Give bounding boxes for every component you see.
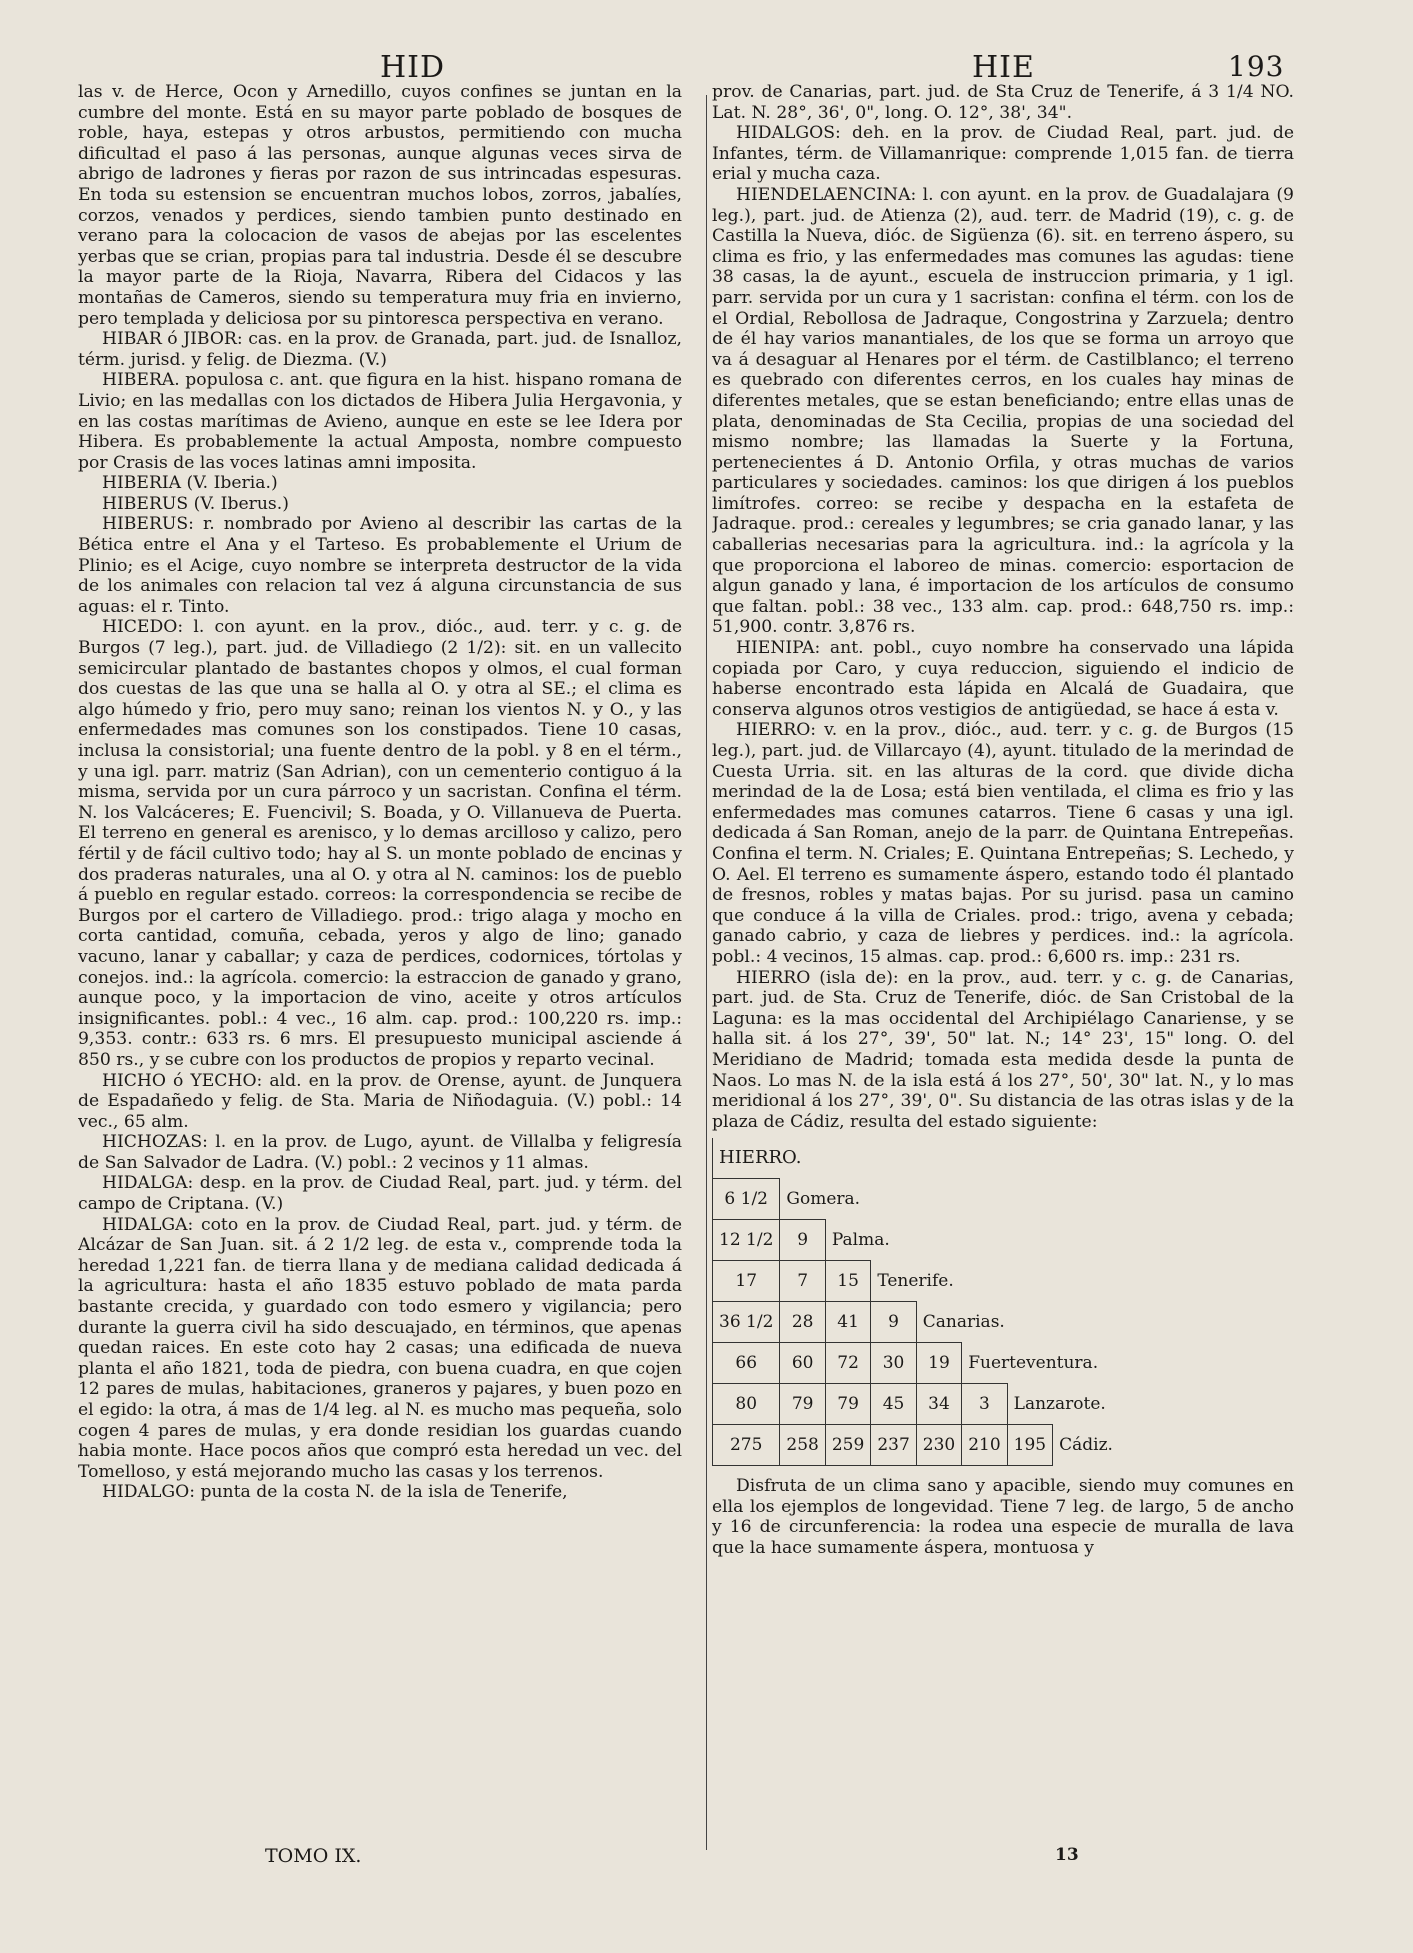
right-column xyxy=(712,82,1294,1852)
left-entry: HIBERA. populosa c. ant. que figura en la hist. hispano romana de Livio; en las medallas con los dictados de Hibera Julia Hergavonia, y en las costas marítimas de Avieno, aunque en este se lee Idera por Hibera. Es probablemente la actual Amposta, nombre compuesto por Crasis de las voces latinas amni imposita. xyxy=(78,370,682,473)
distance-cell: 41 xyxy=(825,1302,870,1343)
distance-cell: 275 xyxy=(713,1425,780,1466)
table-row xyxy=(713,1425,1119,1466)
column-divider xyxy=(706,95,707,1850)
left-entry: HIDALGA: desp. en la prov. de Ciudad Real, part. jud. y térm. del campo de Criptana. (V.) xyxy=(78,1173,682,1215)
distance-cell: 36 1/2 xyxy=(713,1302,780,1343)
island-name: Fuerteventura. xyxy=(962,1343,1119,1384)
distance-cell: 3 xyxy=(962,1384,1007,1425)
table-row xyxy=(713,1261,1119,1302)
distance-cell: 7 xyxy=(780,1261,825,1302)
distance-cell: 195 xyxy=(1007,1425,1052,1466)
island-name: Tenerife. xyxy=(871,1261,1119,1302)
distance-cell: 28 xyxy=(780,1302,825,1343)
table-row xyxy=(713,1343,1119,1384)
page-number: 193 xyxy=(1228,50,1285,83)
distance-cell: 45 xyxy=(871,1384,916,1425)
distance-cell: 80 xyxy=(713,1384,780,1425)
distance-cell: 259 xyxy=(825,1425,870,1466)
island-name: Cádiz. xyxy=(1053,1425,1119,1466)
volume-label: TOMO IX. xyxy=(265,1845,362,1867)
left-entry: HIDALGO: punta de la costa N. de la isla de Tenerife, xyxy=(102,1482,568,1503)
left-entry: HIBERUS (V. Iberus.) xyxy=(102,493,289,514)
signature-mark: 13 xyxy=(1055,1845,1079,1865)
distance-cell: 230 xyxy=(916,1425,961,1466)
distance-cell: 210 xyxy=(962,1425,1007,1466)
distance-cell: 12 1/2 xyxy=(713,1220,780,1261)
distance-cell: 17 xyxy=(713,1261,780,1302)
right-entry: HIENIPA: ant. pobl., cuyo nombre ha conservado una lápida copiada por Caro, y cuya reduccion, siguiendo el indicio de haberse encontrado esta lápida en Alcalá de Guadaira, que conserva algunos otros vestigios de antigüedad, se hace á esta v. xyxy=(712,638,1294,720)
left-entry: HIBERUS: r. nombrado por Avieno al describir las cartas de la Bética entre el Ana y el Tarteso. Es probablemente el Urium de Plinio; es el Acige, cuyo nombre se interpreta destructor de la vida de los animales con relacion tal vez á alguna circunstancia de sus aguas: el r. Tinto. xyxy=(78,514,682,617)
left-column xyxy=(78,82,682,1837)
right-entry: HIDALGOS: deh. en la prov. de Ciudad Real, part. jud. de Infantes, térm. de Villamanrique: comprende 1,015 fan. de tierra erial y mucha caza. xyxy=(712,123,1294,185)
left-entry: HICHO ó YECHO: ald. en la prov. de Orense, ayunt. de Junquera de Espadañedo y felig. de Sta. Maria de Niñodaguia. (V.) pobl.: 14 vec., 65 alm. xyxy=(78,1070,682,1132)
left-entry: HICEDO: l. con ayunt. en la prov., dióc., aud. terr. y c. g. de Burgos (7 leg.), part. jud. de Villadiego (2 1/2): sit. en un vallecito semicircular plantado de bastantes chopos y olmos, el cual forman dos cuestas de las que una se halla al O. y otra al SE.; el clima es algo húmedo y frio, pero muy sano; reinan los vientos N. y O., y las enfermedades mas comunes son los constipados. Tiene 10 casas, inclusa la consistorial; una fuente dentro de la pobl. y 8 en el térm., y una igl. parr. matriz (San Adrian), con un cementerio contiguo á la misma, servida por un cura párroco y un sacristan. Confina el térm. N. los Valcáceres; E. Fuencivil; S. Boada, y O. Villanueva de Puerta. El terreno en general es arenisco, y lo demas arcilloso y calizo, pero fértil y de fácil cultivo todo; hay al S. un monte poblado de encinas y dos praderas naturales, una al O. y otra al N. caminos: los de pueblo á pueblo en regular estado. correos: la correspondencia se recibe de Burgos por el cartero de Villadiego. prod.: trigo alaga y mocho en corta cantidad, comuña, cebada, yeros y algo de lino; ganado vacuno, lanar y caballar; y caza de perdices, codornices, tórtolas y conejos. ind.: la agrícola. comercio: la estraccion de ganado y grano, aunque poco, y la importacion de vino, aceite y otros artículos insignificantes. pobl.: 4 vec., 16 alm. cap. prod.: 100,220 rs. imp.: 9,353. contr.: 633 rs. 6 mrs. El presupuesto municipal asciende á 850 rs., y se cubre con los productos de propios y reparto vecinal. xyxy=(78,617,682,1070)
distance-cell: 15 xyxy=(825,1261,870,1302)
table-title: HIERRO. xyxy=(713,1138,1119,1179)
distance-table xyxy=(712,1138,1119,1466)
right-entry: HIERRO: v. en la prov., dióc., aud. terr. y c. g. de Burgos (15 leg.), part. jud. de Villarcayo (4), ayunt. titulado de la merindad de Cuesta Urria. sit. en las alturas de la cord. que divide dicha merindad de la de Losa; está bien ventilada, el clima es frio y las enfermedades mas comunes catarros. Tiene 6 casas y una igl. dedicada á San Roman, anejo de la parr. de Quintana Entrepeñas. Confina el term. N. Criales; E. Quintana Entrepeñas; S. Lechedo, y O. Ael. El terreno es sumamente áspero, estando todo él plantado de fresnos, robles y matas bajas. Por su jurisd. pasa un camino que conduce á la villa de Criales. prod.: trigo, avena y cebada; ganado cabrio, y caza de liebres y perdices. ind.: la agrícola. pobl.: 4 vecinos, 15 almas. cap. prod.: 6,600 rs. imp.: 231 rs. xyxy=(712,720,1294,967)
left-entry: las v. de Herce, Ocon y Arnedillo, cuyos confines se juntan en la cumbre del monte. Está en su mayor parte poblado de bosques de roble, haya, estepas y otros arbustos, permitiendo con mucha dificultad el paso á las personas, aunque algunas veces sirva de abrigo de ladrones y fieras por razon de sus intrincadas espesuras. En toda su estension se encuentran muchos lobos, zorros, jabalíes, corzos, venados y perdices, siendo tambien punto destinado en verano para la colocacion de vasos de abejas por las escelentes yerbas que se crian, propias para tal industria. Desde él se descubre la mayor parte de la Rioja, Navarra, Ribera del Cidacos y las montañas de Cameros, siendo su temperatura muy fria en invierno, pero templada y deliciosa por su pintoresca perspectiva en verano. xyxy=(78,82,682,329)
right-entry: HIENDELAENCINA: l. con ayunt. en la prov. de Guadalajara (9 leg.), part. jud. de Atienza (2), aud. terr. de Madrid (19), c. g. de Castilla la Nueva, dióc. de Sigüenza (6). sit. en terreno áspero, su clima es frio, y las enfermedades mas comunes las agudas: tiene 38 casas, la de ayunt., escuela de instruccion primaria, y 1 igl. parr. servida por un cura y 1 sacristan: confina el térm. con los de el Ordial, Rebollosa de Jadraque, Congostrina y Zarzuela; dentro de él hay varios manantiales, de los que se forma un arroyo que va á desaguar al Henares por el térm. de Castilblanco; el terreno es quebrado con diferentes cerros, en los cuales hay minas de diferentes metales, que se estan beneficiando; entre ellas unas de plata, denominadas de Sta Cecilia, propias de una sociedad del mismo nombre; las llamadas la Suerte y la Fortuna, pertenecientes á D. Antonio Orfila, y otras muchas de varios particulares y sociedades. caminos: los que dirigen á los pueblos limítrofes. correo: se recibe y despacha en la estafeta de Jadraque. prod.: cereales y legumbres; se cria ganado lanar, y las caballerias necesarias para la agricultura. ind.: la agrícola y la que proporciona el laboreo de minas. comercio: esportacion de algun ganado y lana, é importacion de los artículos de consumo que faltan. pobl.: 38 vec., 133 alm. cap. prod.: 648,750 rs. imp.: 51,900. contr. 3,876 rs. xyxy=(712,184,1294,638)
distance-cell: 9 xyxy=(780,1220,825,1261)
table-row xyxy=(713,1220,1119,1261)
left-entry: HIDALGA: coto en la prov. de Ciudad Real, part. jud. y térm. de Alcázar de San Juan. sit. á 2 1/2 leg. de esta v., comprende toda la heredad 1,221 fan. de tierra llana y de mediana calidad dedicada á la agricultura: hasta el año 1835 estuvo poblado de mata parda bastante crecida, y guardado con todo esmero y vigilancia; pero durante la guerra civil ha sido descuajado, en términos, que apenas quedan raices. En este coto hay 2 casas; una edificada de nueva planta el año 1821, toda de piedra, con buena cuadra, en que cojen 12 pares de mulas, habitaciones, graneros y pajares, y buen pozo en el egido: la otra, á mas de 1/4 leg. al N. es mucho mas pequeña, solo cogen 4 pares de mulas, y era donde residian los guardas cuando habia monte. Hace pocos años que compró esta heredad un vec. del Tomelloso, y está mejorando mucho las casas y los terrenos. xyxy=(78,1214,682,1482)
island-name: Lanzarote. xyxy=(1007,1384,1119,1425)
running-header-right: HIE xyxy=(972,50,1035,85)
distance-cell: 258 xyxy=(780,1425,825,1466)
distance-cell: 60 xyxy=(780,1343,825,1384)
right-entry: HIERRO (isla de): en la prov., aud. terr. y c. g. de Canarias, part. jud. de Sta. Cruz de Tenerife, dióc. de San Cristobal de la Laguna: es la mas occidental del Archipiélago Canariense, y se halla sit. á los 27°, 39', 50" lat. N.; 14° 23', 15" long. O. del Meridiano de Madrid; tomada esta medida desde la punta de Naos. Lo mas N. de la isla está á los 27°, 50', 30" lat. N., y lo mas meridional á los 27°, 39', 0". Su distancia de las otras islas y de la plaza de Cádiz, resulta del estado siguiente: xyxy=(712,967,1294,1132)
distance-cell: 34 xyxy=(916,1384,961,1425)
closing-paragraph: Disfruta de un clima sano y apacible, siendo muy comunes en ella los ejemplos de longevidad. Tiene 7 leg. de largo, 5 de ancho y 16 de circunferencia: la rodea una especie de muralla de lava que la hace sumamente áspera, montuosa y xyxy=(712,1476,1294,1559)
island-name: Palma. xyxy=(825,1220,1119,1261)
table-row xyxy=(713,1179,1119,1220)
island-name: Canarias. xyxy=(916,1302,1119,1343)
distance-cell: 72 xyxy=(825,1343,870,1384)
distance-cell: 79 xyxy=(780,1384,825,1425)
table-row xyxy=(713,1302,1119,1343)
distance-cell: 30 xyxy=(871,1343,916,1384)
distance-cell: 19 xyxy=(916,1343,961,1384)
right-entry: prov. de Canarias, part. jud. de Sta Cruz de Tenerife, á 3 1/4 NO. Lat. N. 28°, 36', 0", long. O. 12°, 38', 34". xyxy=(712,82,1294,123)
right-column-entries xyxy=(712,82,1294,1132)
left-entry: HIBAR ó JIBOR: cas. en la prov. de Granada, part. jud. de Isnalloz, térm. jurisd. y felig. de Diezma. (V.) xyxy=(78,329,682,370)
island-name: Gomera. xyxy=(780,1179,1119,1220)
distance-cell: 79 xyxy=(825,1384,870,1425)
distance-cell: 9 xyxy=(871,1302,916,1343)
left-entry: HIBERIA (V. Iberia.) xyxy=(102,473,278,494)
running-header-left: HID xyxy=(380,50,446,85)
distance-cell: 6 1/2 xyxy=(713,1179,780,1220)
left-entry: HICHOZAS: l. en la prov. de Lugo, ayunt. de Villalba y feligresía de San Salvador de Ladra. (V.) pobl.: 2 vecinos y 11 almas. xyxy=(78,1132,682,1173)
distance-cell: 237 xyxy=(871,1425,916,1466)
table-row xyxy=(713,1384,1119,1425)
distance-cell: 66 xyxy=(713,1343,780,1384)
